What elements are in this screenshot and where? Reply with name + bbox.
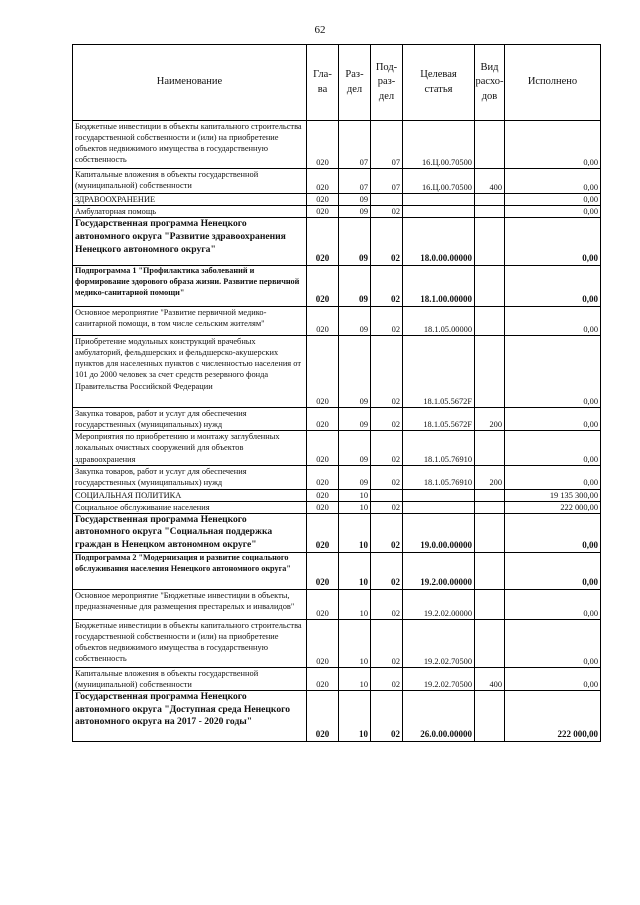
cell-amount: 0,00 <box>505 408 601 431</box>
cell-name: Основное мероприятие "Бюджетные инвестиции в объекты, предназначенные для размещения престарелых и инвалидов" <box>73 589 307 619</box>
cell-glava: 020 <box>307 169 339 194</box>
cell-amount: 222 000,00 <box>505 690 601 741</box>
table-row <box>73 307 601 336</box>
cell-amount: 0,00 <box>505 169 601 194</box>
cell-vid: 200 <box>475 408 505 431</box>
cell-target: 18.1.05.5672F <box>403 408 475 431</box>
cell-podrazdel: 02 <box>371 431 403 466</box>
table-row <box>73 169 601 194</box>
cell-name: Капитальные вложения в объекты государственной (муниципальной) собственности <box>73 169 307 194</box>
cell-podrazdel <box>371 489 403 501</box>
cell-name: Государственная программа Ненецкого автономного округа "Развитие здравоохранения Ненецкого автономного округа" <box>73 218 307 266</box>
table-row <box>73 619 601 667</box>
cell-target: 16.Ц.00.70500 <box>403 121 475 169</box>
table-row <box>73 589 601 619</box>
cell-vid <box>475 501 505 513</box>
cell-vid <box>475 266 505 307</box>
cell-glava: 020 <box>307 589 339 619</box>
cell-podrazdel: 02 <box>371 667 403 690</box>
cell-amount: 0,00 <box>505 266 601 307</box>
cell-name: Капитальные вложения в объекты государственной (муниципальной) собственности <box>73 667 307 690</box>
table-row <box>73 552 601 589</box>
cell-glava: 020 <box>307 266 339 307</box>
table-row <box>73 501 601 513</box>
cell-name: Бюджетные инвестиции в объекты капитального строительства государственной собственности и (или) на приобретение объектов недвижимого имущества в государственную собственность <box>73 121 307 169</box>
cell-podrazdel: 02 <box>371 589 403 619</box>
budget-table <box>72 44 601 742</box>
table-row <box>73 431 601 466</box>
table-row <box>73 466 601 489</box>
cell-name: Бюджетные инвестиции в объекты капитального строительства государственной собственности и (или) на приобретение объектов недвижимого имущества в государственную собственность <box>73 619 307 667</box>
cell-target: 18.1.00.00000 <box>403 266 475 307</box>
cell-glava: 020 <box>307 408 339 431</box>
cell-razdel: 09 <box>339 218 371 266</box>
header-podrazdel: Под- раз- дел <box>371 45 403 121</box>
cell-amount: 0,00 <box>505 194 601 206</box>
cell-razdel: 10 <box>339 589 371 619</box>
cell-amount: 222 000,00 <box>505 501 601 513</box>
header-target: Целевая статья <box>403 45 475 121</box>
cell-razdel: 09 <box>339 431 371 466</box>
page-number: 62 <box>314 24 326 36</box>
cell-razdel: 09 <box>339 266 371 307</box>
cell-razdel: 07 <box>339 121 371 169</box>
cell-vid: 400 <box>475 667 505 690</box>
cell-vid <box>475 489 505 501</box>
cell-name: Мероприятия по приобретению и монтажу заглубленных локальных очистных сооружений для объектов здравоохранения <box>73 431 307 466</box>
cell-target: 19.2.02.70500 <box>403 619 475 667</box>
cell-target: 16.Ц.00.70500 <box>403 169 475 194</box>
cell-vid <box>475 194 505 206</box>
cell-glava: 020 <box>307 690 339 741</box>
cell-name: Основное мероприятие "Развитие первичной медико-санитарной помощи, в том числе сельским жителям" <box>73 307 307 336</box>
cell-podrazdel: 07 <box>371 121 403 169</box>
cell-target: 19.2.02.70500 <box>403 667 475 690</box>
cell-name: Государственная программа Ненецкого автономного округа "Социальная поддержка граждан в Ненецком автономном округе" <box>73 513 307 552</box>
cell-razdel: 10 <box>339 667 371 690</box>
cell-glava: 020 <box>307 552 339 589</box>
cell-podrazdel: 02 <box>371 336 403 408</box>
cell-podrazdel <box>371 194 403 206</box>
cell-vid <box>475 619 505 667</box>
table-row <box>73 408 601 431</box>
cell-vid <box>475 336 505 408</box>
cell-podrazdel: 02 <box>371 408 403 431</box>
cell-razdel: 09 <box>339 206 371 218</box>
cell-target <box>403 194 475 206</box>
cell-name: СОЦИАЛЬНАЯ ПОЛИТИКА <box>73 489 307 501</box>
cell-target: 19.2.02.00000 <box>403 589 475 619</box>
cell-name: Приобретение модульных конструкций врачебных амбулаторий, фельдшерских и фельдшерско-акушерских пунктов для населенных пунктов с численностью населения от 101 до 2000 человек за счет средств резервного фонда Правительства Российской Федерации <box>73 336 307 408</box>
cell-amount: 0,00 <box>505 466 601 489</box>
cell-target: 18.0.00.00000 <box>403 218 475 266</box>
cell-target: 19.0.00.00000 <box>403 513 475 552</box>
cell-glava: 020 <box>307 431 339 466</box>
cell-amount: 0,00 <box>505 589 601 619</box>
cell-razdel: 09 <box>339 194 371 206</box>
cell-podrazdel: 02 <box>371 266 403 307</box>
cell-glava: 020 <box>307 619 339 667</box>
cell-razdel: 10 <box>339 619 371 667</box>
cell-name: Подпрограмма 1 "Профилактика заболеваний и формирование здорового образа жизни. Развитие первичной медико-санитарной помощи" <box>73 266 307 307</box>
cell-razdel: 10 <box>339 552 371 589</box>
header-razdel: Раз- дел <box>339 45 371 121</box>
cell-vid: 400 <box>475 169 505 194</box>
cell-podrazdel: 02 <box>371 466 403 489</box>
cell-target <box>403 206 475 218</box>
cell-razdel: 09 <box>339 336 371 408</box>
cell-glava: 020 <box>307 218 339 266</box>
cell-glava: 020 <box>307 194 339 206</box>
cell-vid <box>475 552 505 589</box>
table-row <box>73 690 601 741</box>
cell-amount: 0,00 <box>505 667 601 690</box>
table-row <box>73 489 601 501</box>
cell-razdel: 10 <box>339 489 371 501</box>
cell-podrazdel: 02 <box>371 513 403 552</box>
cell-vid <box>475 121 505 169</box>
cell-vid <box>475 513 505 552</box>
cell-name: Подпрограмма 2 "Модернизация и развитие социального обслуживания населения Ненецкого автономного округа" <box>73 552 307 589</box>
cell-target: 18.1.05.5672F <box>403 336 475 408</box>
cell-glava: 020 <box>307 307 339 336</box>
cell-name: Социальное обслуживание населения <box>73 501 307 513</box>
cell-podrazdel: 07 <box>371 169 403 194</box>
cell-amount: 19 135 300,00 <box>505 489 601 501</box>
cell-razdel: 10 <box>339 501 371 513</box>
cell-vid <box>475 690 505 741</box>
cell-glava: 020 <box>307 667 339 690</box>
cell-amount: 0,00 <box>505 431 601 466</box>
cell-vid: 200 <box>475 466 505 489</box>
cell-glava: 020 <box>307 501 339 513</box>
cell-podrazdel: 02 <box>371 307 403 336</box>
cell-glava: 020 <box>307 336 339 408</box>
cell-glava: 020 <box>307 489 339 501</box>
cell-glava: 020 <box>307 206 339 218</box>
header-vid: Вид расхо- дов <box>475 45 505 121</box>
cell-razdel: 07 <box>339 169 371 194</box>
cell-name: Закупка товаров, работ и услуг для обеспечения государственных (муниципальных) нужд <box>73 408 307 431</box>
cell-amount: 0,00 <box>505 619 601 667</box>
cell-podrazdel: 02 <box>371 619 403 667</box>
cell-amount: 0,00 <box>505 513 601 552</box>
cell-vid <box>475 589 505 619</box>
cell-amount: 0,00 <box>505 206 601 218</box>
cell-vid <box>475 431 505 466</box>
cell-razdel: 10 <box>339 690 371 741</box>
cell-razdel: 10 <box>339 513 371 552</box>
cell-amount: 0,00 <box>505 552 601 589</box>
table-body <box>73 121 601 742</box>
cell-amount: 0,00 <box>505 121 601 169</box>
cell-name: Закупка товаров, работ и услуг для обеспечения государственных (муниципальных) нужд <box>73 466 307 489</box>
header-glava: Гла- ва <box>307 45 339 121</box>
cell-target <box>403 501 475 513</box>
cell-podrazdel: 02 <box>371 206 403 218</box>
table-row <box>73 667 601 690</box>
cell-glava: 020 <box>307 513 339 552</box>
table-row <box>73 336 601 408</box>
cell-target <box>403 489 475 501</box>
cell-name: Государственная программа Ненецкого автономного округа "Доступная среда Ненецкого автономного округа на 2017 - 2020 годы" <box>73 690 307 741</box>
table-row <box>73 206 601 218</box>
cell-glava: 020 <box>307 466 339 489</box>
cell-amount: 0,00 <box>505 307 601 336</box>
cell-razdel: 09 <box>339 466 371 489</box>
table-row <box>73 513 601 552</box>
cell-podrazdel: 02 <box>371 552 403 589</box>
table-row <box>73 266 601 307</box>
cell-podrazdel: 02 <box>371 690 403 741</box>
cell-name: Амбулаторная помощь <box>73 206 307 218</box>
cell-razdel: 09 <box>339 307 371 336</box>
table-header-row <box>73 45 601 121</box>
table-row <box>73 121 601 169</box>
cell-target: 18.1.05.00000 <box>403 307 475 336</box>
cell-vid <box>475 218 505 266</box>
cell-podrazdel: 02 <box>371 218 403 266</box>
cell-vid <box>475 206 505 218</box>
cell-razdel: 09 <box>339 408 371 431</box>
cell-amount: 0,00 <box>505 336 601 408</box>
cell-glava: 020 <box>307 121 339 169</box>
table-row <box>73 218 601 266</box>
cell-amount: 0,00 <box>505 218 601 266</box>
cell-target: 19.2.00.00000 <box>403 552 475 589</box>
table-row <box>73 194 601 206</box>
cell-vid <box>475 307 505 336</box>
cell-podrazdel: 02 <box>371 501 403 513</box>
cell-target: 18.1.05.76910 <box>403 431 475 466</box>
header-name: Наименование <box>73 45 307 121</box>
cell-target: 18.1.05.76910 <box>403 466 475 489</box>
header-done: Исполнено <box>505 45 601 121</box>
cell-target: 26.0.00.00000 <box>403 690 475 741</box>
cell-name: ЗДРАВООХРАНЕНИЕ <box>73 194 307 206</box>
